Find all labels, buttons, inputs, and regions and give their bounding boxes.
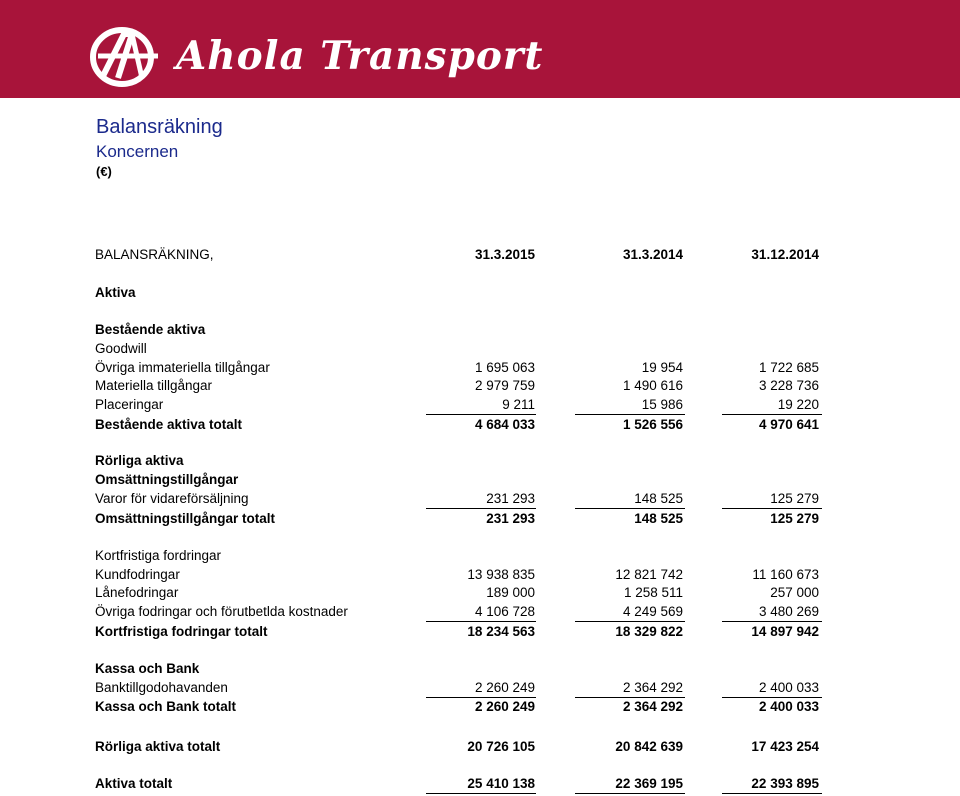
row-label: Omsättningstillgångar totalt (95, 511, 276, 526)
row-label: Kundfodringar (95, 567, 180, 582)
cell-2014: 12 821 742 (615, 567, 683, 582)
section-label: Kortfristiga fordringar (95, 548, 222, 563)
row-label: Övriga fodringar och förutbetlda kostnader (95, 604, 348, 619)
total-row (0, 738, 960, 756)
underline (575, 621, 685, 622)
cell-2015: 231 293 (486, 491, 535, 506)
cell-2015: 2 260 249 (474, 699, 535, 714)
row-label: Varor för vidareförsäljning (95, 491, 249, 506)
grand-total-row (0, 775, 960, 793)
cell-2015: 20 726 105 (467, 739, 535, 754)
cell-2015: 4 684 033 (474, 417, 535, 432)
subtotal-row (0, 623, 960, 641)
underline (722, 508, 822, 509)
cell-2014: 1 258 511 (623, 585, 683, 600)
table-header-row (0, 246, 960, 264)
table-row (0, 566, 960, 584)
section-heading-kortfristiga (0, 547, 960, 565)
cell-dec-2014: 125 279 (770, 491, 819, 506)
cell-2015: 18 234 563 (467, 624, 535, 639)
cell-2014: 148 525 (634, 511, 683, 526)
table-row (0, 679, 960, 697)
header-col-2: 31.3.2014 (622, 247, 683, 262)
cell-2014: 1 526 556 (622, 417, 683, 432)
underline (426, 793, 536, 794)
cell-dec-2014: 11 160 673 (752, 567, 819, 582)
header-banner (0, 0, 960, 98)
logo-monogram-icon (88, 26, 162, 88)
underline (575, 793, 685, 794)
row-label: Bestående aktiva totalt (95, 417, 243, 432)
underline (426, 508, 536, 509)
table-row (0, 359, 960, 377)
table-row (0, 396, 960, 414)
subtotal-row (0, 698, 960, 716)
cell-2014: 20 842 639 (615, 739, 683, 754)
cell-dec-2014: 3 228 736 (758, 378, 819, 393)
cell-2015: 231 293 (486, 511, 535, 526)
underline (722, 414, 822, 415)
row-label: Banktillgodohavanden (95, 680, 228, 695)
section-label: Aktiva (95, 285, 136, 300)
cell-2015: 2 260 249 (474, 680, 535, 695)
cell-dec-2014: 3 480 269 (758, 604, 819, 619)
row-label: Rörliga aktiva totalt (95, 739, 221, 754)
cell-2014: 2 364 292 (622, 699, 683, 714)
cell-2014: 18 329 822 (615, 624, 683, 639)
cell-dec-2014: 1 722 685 (758, 360, 819, 375)
cell-2014: 148 525 (634, 491, 683, 506)
table-row (0, 603, 960, 621)
cell-2015: 4 106 728 (474, 604, 535, 619)
table-row (0, 584, 960, 602)
underline (426, 414, 536, 415)
cell-2015: 9 211 (502, 397, 535, 412)
cell-2015: 25 410 138 (467, 776, 535, 791)
row-label: Lånefodringar (95, 585, 179, 600)
section-heading-rorliga (0, 452, 960, 470)
header-label: BALANSRÄKNING, (95, 247, 214, 262)
cell-dec-2014: 2 400 033 (758, 680, 819, 695)
section-label: Kassa och Bank (95, 661, 200, 676)
cell-2015: 2 979 759 (474, 378, 535, 393)
underline (426, 621, 536, 622)
cell-2014: 1 490 616 (622, 378, 683, 393)
cell-dec-2014: 2 400 033 (758, 699, 819, 714)
brand-logo-text: Ahola Transport (176, 33, 544, 79)
cell-dec-2014: 125 279 (770, 511, 819, 526)
subtotal-row (0, 510, 960, 528)
section-heading-bestaende (0, 321, 960, 339)
underline (575, 414, 685, 415)
section-heading-oms (0, 471, 960, 489)
subtotal-row (0, 416, 960, 434)
underline (575, 508, 685, 509)
cell-2014: 2 364 292 (622, 680, 683, 695)
header-col-1: 31.3.2015 (474, 247, 535, 262)
row-label: Placeringar (95, 397, 164, 412)
section-label: Rörliga aktiva (95, 453, 184, 468)
header-col-3: 31.12.2014 (751, 247, 819, 262)
row-label: Övriga immateriella tillgångar (95, 360, 270, 375)
cell-2014: 15 986 (641, 397, 683, 412)
cell-dec-2014: 4 970 641 (758, 417, 819, 432)
cell-2015: 189 000 (486, 585, 535, 600)
cell-2014: 19 954 (641, 360, 683, 375)
row-label: Kassa och Bank totalt (95, 699, 237, 714)
page-subtitle: Koncernen (96, 142, 179, 161)
cell-dec-2014: 17 423 254 (751, 739, 819, 754)
cell-2014: 22 369 195 (615, 776, 683, 791)
underline (722, 621, 822, 622)
row-label: Goodwill (95, 341, 147, 356)
row-label: Materiella tillgångar (95, 378, 213, 393)
row-label: Aktiva totalt (95, 776, 173, 791)
section-heading-kassa (0, 660, 960, 678)
page-title: Balansräkning (96, 116, 223, 138)
cell-dec-2014: 14 897 942 (751, 624, 819, 639)
cell-dec-2014: 22 393 895 (751, 776, 819, 791)
cell-dec-2014: 257 000 (770, 585, 819, 600)
section-heading-aktiva (0, 284, 960, 302)
table-row (0, 377, 960, 395)
cell-dec-2014: 19 220 (777, 397, 819, 412)
cell-2015: 1 695 063 (474, 360, 535, 375)
cell-2015: 13 938 835 (467, 567, 535, 582)
cell-2014: 4 249 569 (622, 604, 683, 619)
table-row (0, 490, 960, 508)
table-row (0, 340, 960, 358)
section-label: Omsättningstillgångar (95, 472, 239, 487)
section-label: Bestående aktiva (95, 322, 206, 337)
currency-label: (€) (96, 164, 112, 179)
row-label: Kortfristiga fodringar totalt (95, 624, 268, 639)
underline (722, 793, 822, 794)
